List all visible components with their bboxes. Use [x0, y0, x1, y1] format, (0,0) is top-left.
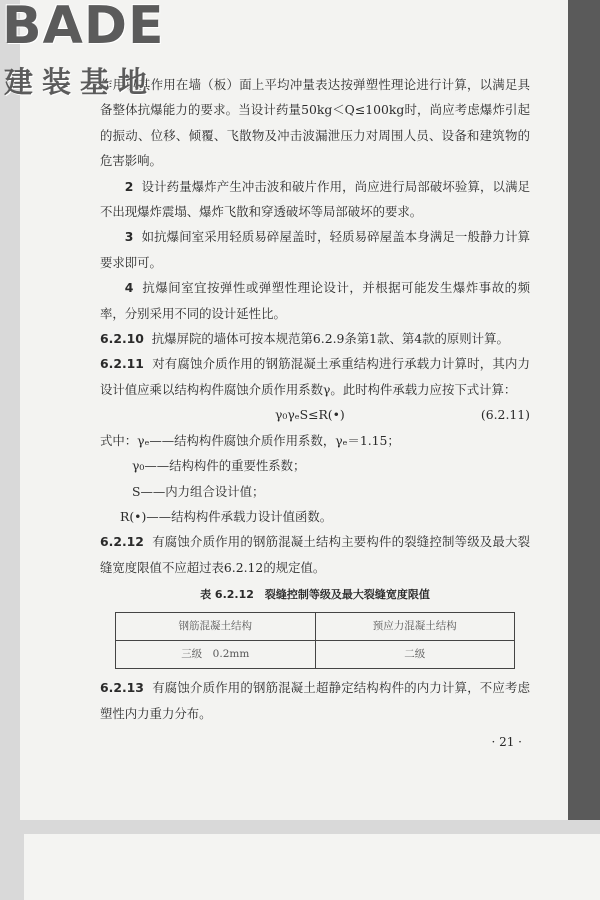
clause-text: 抗爆屏院的墙体可按本规范第6.2.9条第1款、第4款的原则计算。	[151, 331, 509, 347]
clause-number: 6.2.13	[100, 680, 144, 696]
definition-r: R(•)——结构构件承载力设计值函数。	[120, 508, 333, 524]
definition-gamma-e: 式中：γₑ——结构构件腐蚀介质作用系数，γₑ＝1.15；	[100, 432, 400, 448]
formula-definitions	[100, 428, 530, 530]
paragraph-continuation: 作用以其作用在墙（板）面上平均冲量表达按弹塑性理论进行计算，以满足具备整体抗爆能力的要求。当设计药量50kg＜Q≤100kg时，尚应考虑爆炸引起的振动、位移、倾覆、飞散物及冲击波漏泄压力对周围人员、设备和建筑物的危害影响。	[100, 77, 530, 169]
crack-control-table	[115, 612, 515, 670]
document-page	[20, 0, 568, 820]
item-number: 4	[124, 280, 134, 296]
item-2	[100, 174, 530, 225]
formula-number: (6.2.11)	[480, 407, 530, 423]
table-cell: 三级 0.2mm	[116, 640, 316, 668]
definition-gamma-0: γ₀——结构构件的重要性系数；	[132, 458, 306, 474]
table-cell: 二级	[315, 640, 515, 668]
watermark-logo	[0, 0, 175, 100]
table-header-cell: 预应力混凝土结构	[315, 612, 515, 640]
item-text: 设计药量爆炸产生冲击波和破片作用，尚应进行局部破坏验算，以满足不出现爆炸震塌、爆炸飞散和穿透破坏等局部破坏的要求。	[100, 178, 530, 220]
formula	[100, 402, 530, 427]
clause-6-2-12	[100, 529, 530, 580]
clause-6-2-13	[100, 675, 530, 726]
definition-s: S——内力组合设计值；	[132, 483, 265, 499]
item-text: 抗爆间室宜按弹性或弹塑性理论设计，并根据可能发生爆炸事故的频率，分别采用不同的设计延性比。	[100, 280, 530, 321]
clause-6-2-11	[100, 351, 530, 402]
logo-sub-text: 建装基地	[4, 65, 157, 99]
clause-text: 对有腐蚀介质作用的钢筋混凝土承重结构进行承载力计算时，其内力设计值应乘以结构构件腐蚀介质作用系数γ。此时构件承载力应按下式计算：	[100, 356, 530, 397]
page-content	[100, 72, 530, 756]
item-text: 如抗爆间室采用轻质易碎屋盖时，轻质易碎屋盖本身满足一般静力计算要求即可。	[100, 229, 530, 270]
clause-number: 6.2.10	[100, 331, 144, 347]
logo-main-text: BADE	[2, 0, 165, 56]
scan-edge-strip	[568, 0, 600, 820]
page-number: · 21 ·	[491, 735, 522, 750]
table-row	[116, 640, 515, 668]
clause-text: 有腐蚀介质作用的钢筋混凝土结构主要构件的裂缝控制等级及最大裂缝宽度限值不应超过表6.2.12的规定值。	[100, 534, 530, 575]
item-3	[100, 224, 530, 275]
clause-6-2-10	[100, 326, 530, 351]
formula-expression: γ₀γₑS≤R(•)	[275, 407, 345, 423]
table-title: 表 6.2.12 裂缝控制等级及最大裂缝宽度限值	[200, 588, 430, 602]
next-page-edge	[24, 834, 600, 900]
table-header-cell: 钢筋混凝土结构	[116, 612, 316, 640]
clause-number: 6.2.11	[100, 356, 144, 372]
item-number: 3	[124, 229, 134, 245]
table-header-row	[116, 612, 515, 640]
clause-number: 6.2.12	[100, 534, 144, 550]
clause-text: 有腐蚀介质作用的钢筋混凝土超静定结构构件的内力计算，不应考虑塑性内力重力分布。	[100, 680, 530, 721]
item-number: 2	[124, 178, 134, 194]
item-4	[100, 275, 530, 326]
